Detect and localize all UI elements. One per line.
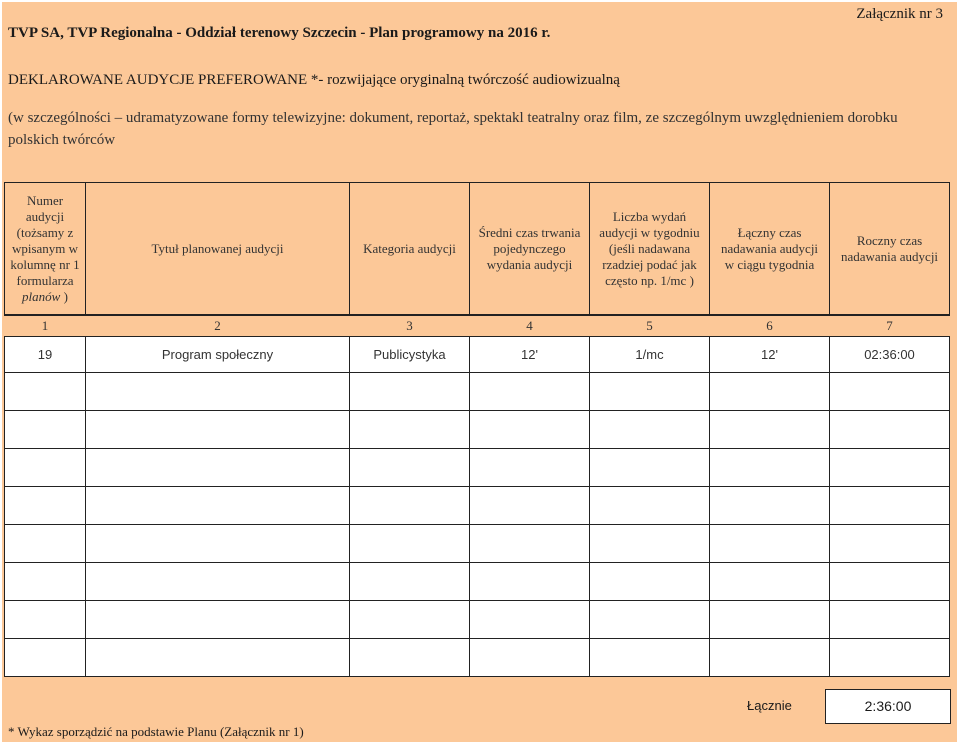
cell-avg-duration: 12' — [470, 337, 590, 373]
header-avg-duration: Średni czas trwania pojedynczego wydania audycji — [470, 183, 590, 316]
header-yearly-total: Roczny czas nadawania audycji — [830, 183, 950, 316]
column-number: 7 — [830, 315, 950, 337]
section-heading: DEKLAROWANE AUDYCJE PREFEROWANE *- rozwijające oryginalną twórczość audiowizualną — [8, 72, 620, 88]
empty-row — [5, 639, 950, 677]
document-title: TVP SA, TVP Regionalna - Oddział terenowy Szczecin - Plan programowy na 2016 r. — [8, 25, 551, 41]
cell-weekly-count: 1/mc — [590, 337, 710, 373]
empty-row — [5, 525, 950, 563]
table-row — [5, 337, 950, 373]
header-weekly-count: Liczba wydań audycji w tygodniu (jeśli nadawana rzadziej podać jak często np. 1/mc ) — [590, 183, 710, 316]
form-sheet — [2, 2, 957, 742]
header-program-number: Numer audycji (tożsamy z wpisanym w kolumnę nr 1 formularza planów ) — [5, 183, 86, 316]
cell-category: Publicystyka — [350, 337, 470, 373]
cell-weekly-total: 12' — [710, 337, 830, 373]
footnote: * Wykaz sporządzić na podstawie Planu (Załącznik nr 1) — [8, 724, 304, 739]
column-number: 2 — [86, 315, 350, 337]
column-number: 4 — [470, 315, 590, 337]
cell-title: Program społeczny — [86, 337, 350, 373]
cell-yearly-total: 02:36:00 — [830, 337, 950, 373]
column-number: 1 — [5, 315, 86, 337]
empty-row — [5, 487, 950, 525]
column-number-row — [5, 315, 950, 337]
table-header-row — [5, 183, 950, 316]
cell-program-number: 19 — [5, 337, 86, 373]
empty-row — [5, 449, 950, 487]
header-title: Tytuł planowanej audycji — [86, 183, 350, 316]
broadcast-table — [4, 182, 950, 677]
empty-row — [5, 373, 950, 411]
header-weekly-total: Łączny czas nadawania audycji w ciągu tygodnia — [710, 183, 830, 316]
column-number: 6 — [710, 315, 830, 337]
header-category: Kategoria audycji — [350, 183, 470, 316]
column-number: 5 — [590, 315, 710, 337]
annex-label: Załącznik nr 3 — [856, 6, 943, 22]
empty-row — [5, 563, 950, 601]
empty-row — [5, 601, 950, 639]
section-description: (w szczególności – udramatyzowane formy telewizyjne: dokument, reportaż, spektakl teatralny oraz film, ze szczególnym uwzględnieniem dorobku polskich twórców — [8, 110, 898, 148]
column-number: 3 — [350, 315, 470, 337]
total-label: Łącznie — [747, 698, 792, 713]
empty-row — [5, 411, 950, 449]
total-value: 2:36:00 — [825, 689, 951, 724]
